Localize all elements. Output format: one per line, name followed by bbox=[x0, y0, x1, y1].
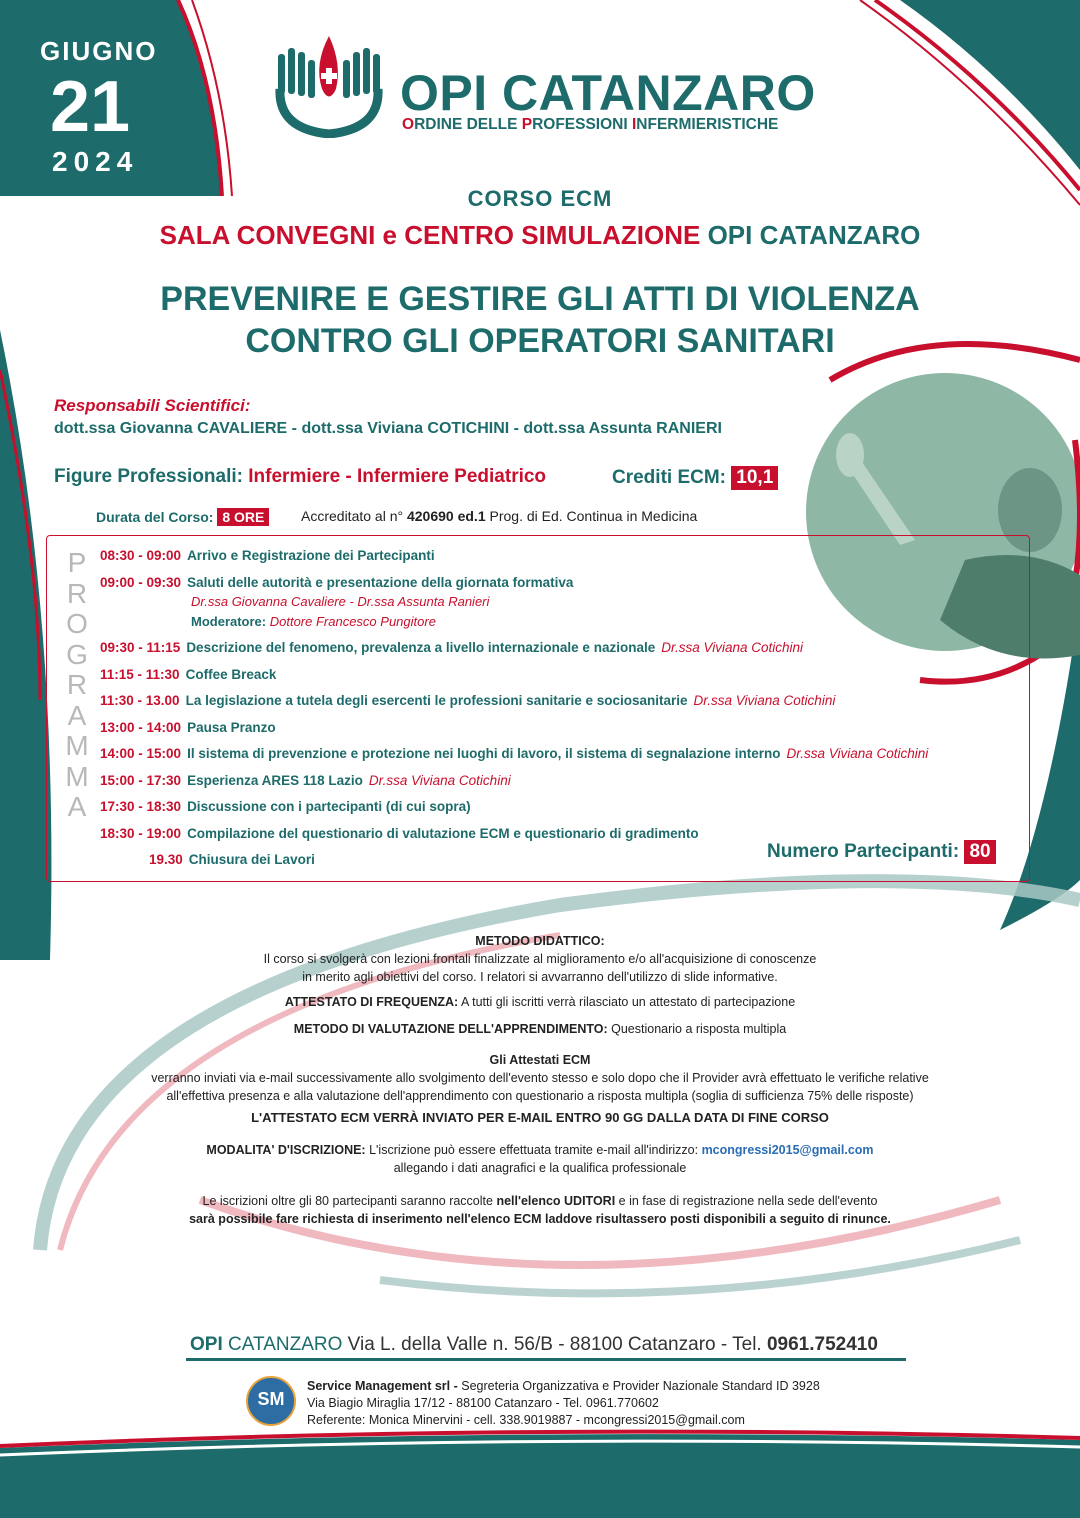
schedule-activity: Arrivo e Registrazione dei Partecipanti bbox=[187, 548, 435, 563]
page-title: PREVENIRE E GESTIRE GLI ATTI DI VIOLENZA CONTRO GLI OPERATORI SANITARI bbox=[160, 280, 920, 360]
programma-letter: O bbox=[66, 608, 88, 639]
schedule-time: 13:00 - 14:00 bbox=[100, 720, 182, 735]
footer-address: OPI CATANZARO Via L. della Valle n. 56/B - 88100 Catanzaro - Tel. 0961.752410 bbox=[190, 1334, 878, 1355]
programma-letter: A bbox=[67, 791, 87, 822]
schedule-time: 17:30 - 18:30 bbox=[100, 799, 182, 814]
schedule-row bbox=[100, 826, 699, 841]
schedule-activity: Coffee Breack bbox=[185, 667, 277, 682]
schedule-time: 14:00 - 15:00 bbox=[100, 746, 182, 761]
logo-title: OPI CATANZARO bbox=[400, 65, 816, 121]
schedule-row bbox=[100, 720, 276, 735]
schedule-activity: Pausa Pranzo bbox=[187, 720, 276, 735]
schedule-activity: La legislazione a tutela degli esercenti le professioni sanitarie e sociosanitarie bbox=[185, 693, 688, 708]
durata-corso: Durata del Corso: 8 ORE bbox=[96, 508, 269, 526]
uditori-note: Le iscrizioni oltre gli 80 partecipanti saranno raccolte nell'elenco UDITORI e in fase di registrazione nella sede dell'evento sarà possibile fare richiesta di inserimento nell'elenco ECM laddove risultassero posti disponibili a seguito di rinunce. bbox=[189, 1194, 891, 1226]
schedule-activity: Compilazione del questionario di valutazione ECM e questionario di gradimento bbox=[187, 826, 699, 841]
programma-letter: R bbox=[66, 577, 88, 609]
ecm-notice: L'ATTESTATO ECM VERRÀ INVIATO PER E-MAIL ENTRO 90 GG DALLA DATA DI FINE CORSO bbox=[251, 1110, 829, 1125]
responsabili-label: Responsabili Scientifici: bbox=[54, 396, 251, 415]
schedule-time: 11:30 - 13.00 bbox=[100, 693, 180, 708]
schedule-time: 18:30 - 19:00 bbox=[100, 826, 182, 841]
schedule-row bbox=[100, 746, 928, 761]
saluti-speakers: Dr.ssa Giovanna Cavaliere - Dr.ssa Assunta Ranieri bbox=[191, 594, 490, 609]
schedule-activity: Descrizione del fenomeno, prevalenza a livello internazionale e nazionale bbox=[186, 640, 656, 655]
course-type: CORSO ECM bbox=[467, 186, 613, 211]
schedule-time: 11:15 - 11:30 bbox=[100, 667, 180, 682]
figure-professionali: Figure Professionali: Infermiere - Infermiere Pediatrico bbox=[54, 466, 547, 487]
metodo-didattico: METODO DIDATTICO: Il corso si svolgerà con lezioni frontali finalizzate al miglioramento e/o all'acquisizione di conoscenze in merito agli obiettivi del corso. I relatori si avvarranno dell'utilizzo di slide informative. bbox=[263, 934, 817, 984]
schedule-speaker: Dr.ssa Viviana Cotichini bbox=[693, 693, 836, 708]
programma-letter: M bbox=[65, 730, 89, 761]
modalita-iscrizione: MODALITA' D'ISCRIZIONE: L'iscrizione può essere effettuata tramite e-mail all'indirizzo: mcongressi2015@gmail.com allegando i dati anagrafici e la qualifica professionale bbox=[206, 1143, 874, 1175]
schedule-activity: Discussione con i partecipanti (di cui sopra) bbox=[187, 799, 471, 814]
programma-letter: R bbox=[66, 669, 88, 700]
schedule-activity: Esperienza ARES 118 Lazio bbox=[187, 773, 363, 788]
crediti-badge: 10,1 bbox=[731, 466, 778, 490]
email-link[interactable]: mcongressi2015@gmail.com bbox=[701, 1143, 874, 1157]
date-month: GIUGNO bbox=[40, 36, 158, 66]
schedule-row bbox=[100, 548, 435, 563]
partecipanti-badge: 80 bbox=[964, 840, 995, 864]
crediti-ecm: Crediti ECM: 10,1 bbox=[612, 466, 778, 490]
programma-letter: P bbox=[67, 547, 87, 578]
schedule-row bbox=[100, 575, 573, 590]
date-block bbox=[0, 0, 220, 196]
schedule-time: 09:00 - 09:30 bbox=[100, 575, 182, 590]
programma-vertical-label bbox=[62, 548, 92, 823]
logo-subtitle: ORDINE DELLE PROFESSIONI INFERMIERISTICHE bbox=[402, 116, 779, 133]
schedule-time: 09:30 - 11:15 bbox=[100, 640, 181, 655]
durata-badge: 8 ORE bbox=[217, 508, 269, 526]
schedule-time: 19.30 bbox=[149, 852, 183, 867]
sm-logo: SM bbox=[246, 1376, 296, 1426]
programma-letter: A bbox=[67, 699, 87, 731]
hands-flame-cross-icon bbox=[270, 34, 388, 138]
schedule-activity: Saluti delle autorità e presentazione della giornata formativa bbox=[187, 575, 574, 590]
footer-divider bbox=[186, 1358, 906, 1361]
schedule-row bbox=[149, 852, 315, 867]
schedule-activity: Chiusura dei Lavori bbox=[188, 852, 315, 867]
schedule-row bbox=[100, 667, 276, 682]
programma-letter: G bbox=[66, 638, 88, 670]
schedule-time: 08:30 - 09:00 bbox=[100, 548, 182, 563]
schedule-row bbox=[100, 773, 511, 788]
date-day: 21 bbox=[50, 67, 131, 147]
schedule-row bbox=[100, 640, 803, 655]
metodo-valutazione: METODO DI VALUTAZIONE DELL'APPRENDIMENTO: Questionario a risposta multipla bbox=[293, 1022, 787, 1036]
programma-letter: M bbox=[65, 760, 89, 792]
schedule-row bbox=[100, 799, 471, 814]
schedule-speaker: Dr.ssa Viviana Cotichini bbox=[786, 746, 929, 761]
provider-info: Service Management srl - Segreteria Organizzativa e Provider Nazionale Standard ID 3928 Via Biagio Miraglia 17/12 - 88100 Catanzaro - Tel. 0961.770602 Referente: Monica Minervini - cell. 338.9019887 - mcongressi2015@gmail.com bbox=[307, 1379, 820, 1427]
attestato-frequenza: ATTESTATO DI FREQUENZA: A tutti gli iscritti verrà rilasciato un attestato di partecipazione bbox=[284, 995, 796, 1009]
moderatore: Moderatore: Dottore Francesco Pungitore bbox=[191, 614, 436, 629]
date-year: 2024 bbox=[52, 146, 139, 177]
responsabili-names: dott.ssa Giovanna CAVALIERE - dott.ssa Viviana COTICHINI - dott.ssa Assunta RANIERI bbox=[54, 420, 722, 437]
numero-partecipanti: Numero Partecipanti: 80 bbox=[767, 840, 996, 864]
schedule-row bbox=[100, 693, 835, 708]
attestati-ecm: Gli Attestati ECM verranno inviati via e-mail successivamente allo svolgimento dell'evento stesso e solo dopo che il Provider avrà effettuato le verifiche relative all'effettiva presenza e alla valutazione dell'apprendimento con questionario a risposta multipla (soglia di sufficienza 75% delle risposte) bbox=[151, 1053, 929, 1103]
schedule-speaker: Dr.ssa Viviana Cotichini bbox=[368, 773, 511, 788]
accreditamento: Accreditato al n° 420690 ed.1 Prog. di Ed. Continua in Medicina bbox=[301, 508, 698, 524]
schedule-activity: Il sistema di prevenzione e protezione nei luoghi di lavoro, il sistema di segnalazione interno bbox=[187, 746, 781, 761]
schedule-speaker: Dr.ssa Viviana Cotichini bbox=[661, 640, 804, 655]
schedule-time: 15:00 - 17:30 bbox=[100, 773, 182, 788]
venue: SALA CONVEGNI e CENTRO SIMULAZIONE OPI CATANZARO bbox=[159, 220, 921, 250]
